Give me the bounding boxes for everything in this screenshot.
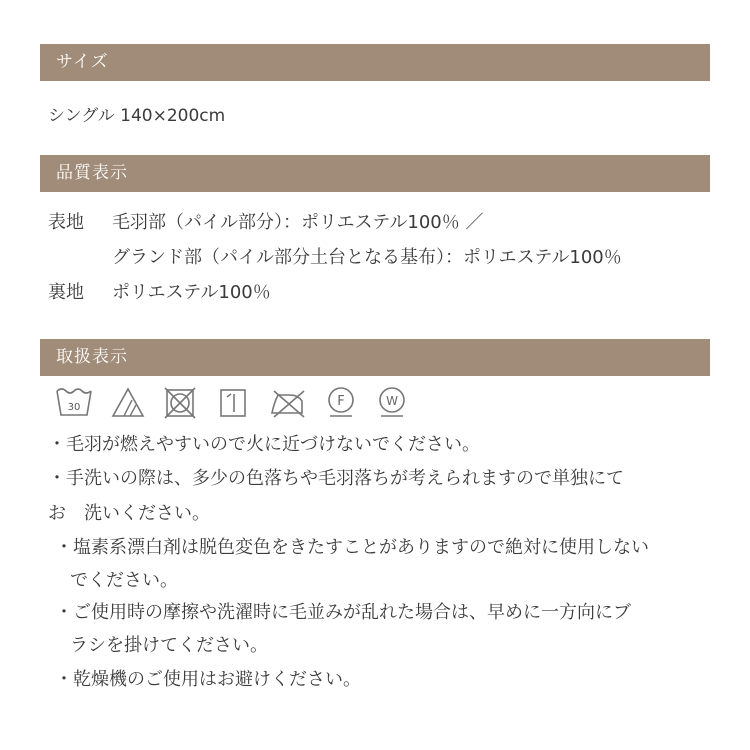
front-line-2: グランド部（パイル部分土台となる基布）：ポリエステル100％	[112, 247, 622, 268]
care-note: ・塩素系漂白剤は脱色変色をきたすことがありますので絶対に使用しない	[55, 537, 649, 558]
care-note-continuation: ラシを掛けてください。	[70, 635, 268, 656]
front-line-1: 毛羽部（パイル部分）：ポリエステル100％ ／	[112, 212, 484, 233]
size-section-header: サイズ	[40, 44, 710, 81]
quality-section-header: 品質表示	[40, 155, 710, 192]
wet-clean-w-icon	[377, 385, 407, 421]
care-note: ・毛羽が燃えやすいので火に近づけないでください。	[48, 434, 480, 455]
wet-clean-letter: W	[386, 394, 398, 408]
care-note: ・ご使用時の摩擦や洗濯時に毛並みが乱れた場合は、早めに一方向にブ	[55, 602, 631, 623]
care-section-header: 取扱表示	[40, 339, 710, 376]
line-dry-icon	[218, 385, 248, 421]
back-value: ポリエステル100％	[112, 282, 271, 303]
care-note: ・乾燥機のご使用はお避けください。	[55, 669, 361, 690]
iron-low-no-icon	[268, 385, 308, 421]
wash-30-icon	[55, 385, 93, 421]
bleach-allowed-icon	[110, 385, 146, 421]
size-value: シングル 140×200cm	[48, 106, 226, 126]
care-note: ・手洗いの際は、多少の色落ちや毛羽落ちが考えられますので単独にて	[48, 468, 624, 489]
back-label: 裏地	[48, 282, 84, 303]
dry-clean-f-icon	[326, 385, 356, 421]
care-note-continuation: お 洗いください。	[48, 503, 210, 524]
no-tumble-dry-icon	[163, 385, 197, 421]
front-label: 表地	[48, 212, 84, 233]
wash-temp-label: 30	[67, 402, 81, 413]
care-note-continuation: でください。	[70, 570, 178, 591]
dry-clean-letter: F	[337, 394, 345, 409]
